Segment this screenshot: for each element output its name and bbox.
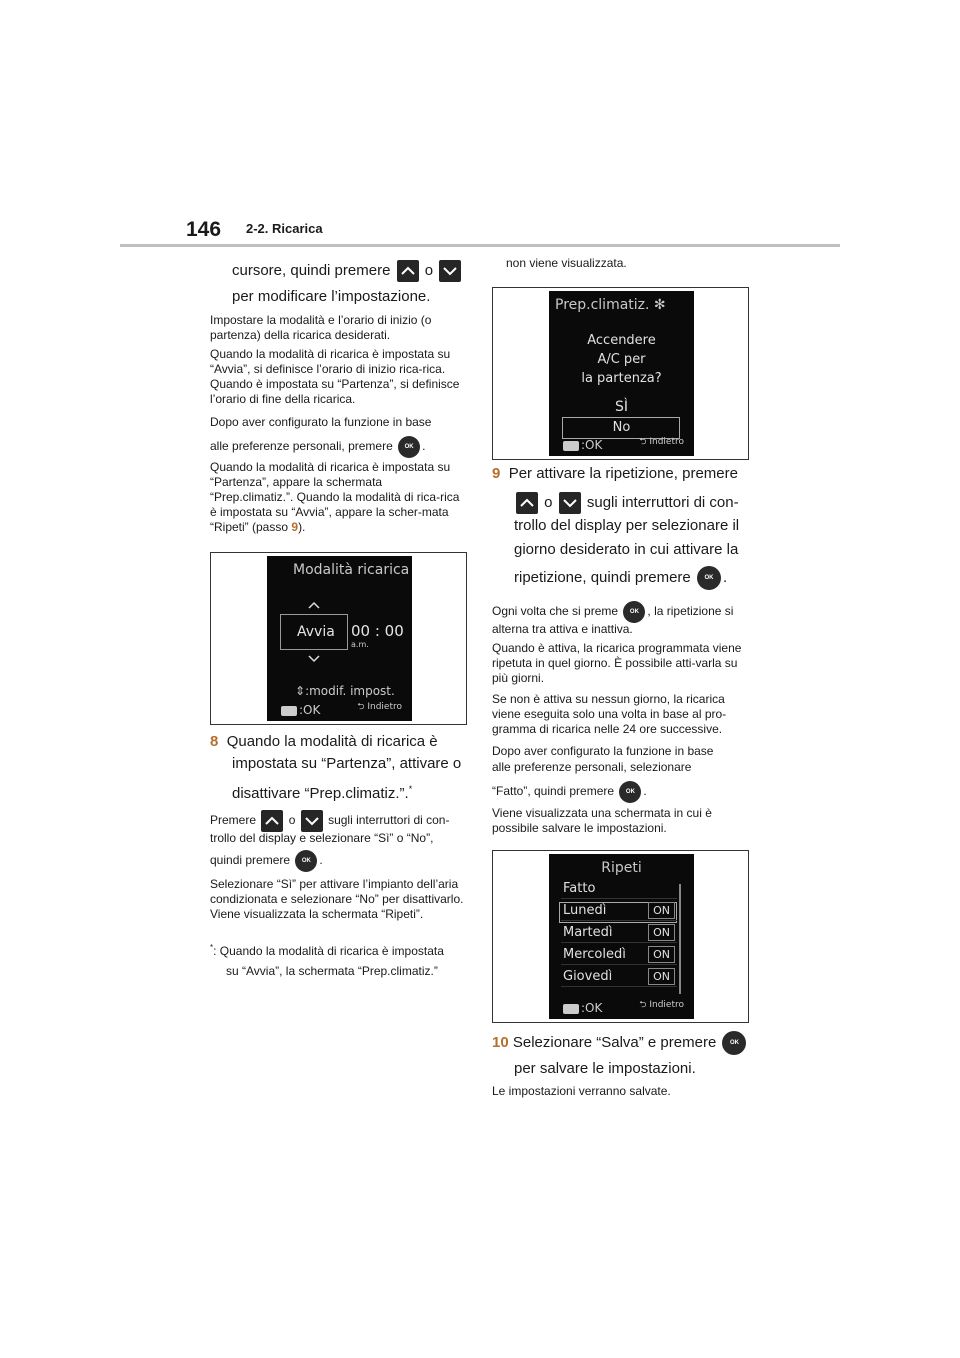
list-item[interactable] bbox=[561, 966, 677, 987]
step-9-line-4: giorno desiderato in cui attivare la bbox=[514, 541, 739, 558]
back-hint: ⮌ Indietro bbox=[639, 1000, 684, 1010]
back-hint: ⮌ Indietro bbox=[639, 437, 684, 447]
paragraph-q1-line-2: alterna tra attiva e inattiva. bbox=[492, 622, 633, 636]
ok-button-icon: OK bbox=[619, 781, 641, 803]
list-item[interactable] bbox=[561, 922, 677, 943]
paragraph-1: Impostare la modalità e l’orario di inizio (o partenza) della ricarica desiderati. bbox=[210, 313, 432, 342]
paragraph-4: Quando la modalità di ricarica è impostata su “Partenza”, appare la schermata “Prep.climatiz.”. Quando la modalità di rica-rica è impostata su “Avvia”, appare la scher-mata “Ripeti” (passo 9). bbox=[210, 460, 460, 534]
ok-hint: :OK bbox=[281, 703, 320, 717]
back-hint: ⮌ Indietro bbox=[357, 702, 402, 712]
chevron-up-icon bbox=[261, 810, 283, 832]
screen-figure-modalita bbox=[210, 552, 467, 725]
paragraph-5-line-3: quindi premere OK . bbox=[210, 850, 323, 872]
status-badge[interactable]: ON bbox=[648, 946, 675, 963]
chevron-up-icon bbox=[307, 600, 321, 610]
step-8-line-3: disattivare “Prep.climatiz.”.* bbox=[232, 784, 413, 802]
paragraph-q3: Se non è attiva su nessun giorno, la ricarica viene eseguita solo una volta in base al pro-gramma di ricarica nelle 24 ore successive. bbox=[492, 692, 727, 736]
ok-key-icon bbox=[563, 1004, 579, 1014]
display-screen bbox=[549, 854, 694, 1019]
day-label: Mercoledì bbox=[563, 947, 626, 962]
time-value: 00 : 00 bbox=[351, 622, 404, 640]
paragraph-q5: Viene visualizzata una schermata in cui è possibile salvare le impostazioni. bbox=[492, 806, 712, 835]
screen-title: Modalità ricarica bbox=[293, 562, 410, 578]
hint-text: ⇕:modif. impost. bbox=[295, 684, 395, 698]
paragraph-2: Quando la modalità di ricarica è impostata su “Avvia”, si definisce l’orario di inizio rica-rica. Quando è impostata su “Partenza”, si definisce l’orario di fine della ricarica. bbox=[210, 347, 460, 406]
paragraph-3a: Dopo aver configurato la funzione in base bbox=[210, 415, 432, 429]
status-badge[interactable]: ON bbox=[648, 902, 675, 919]
list-item[interactable] bbox=[561, 900, 677, 921]
ok-button-icon: OK bbox=[398, 436, 420, 458]
mode-value: Avvia bbox=[297, 624, 335, 640]
continuation-text: non viene visualizzata. bbox=[506, 256, 627, 270]
chevron-down-icon bbox=[559, 492, 581, 514]
intro-line-2: per modificare l’impostazione. bbox=[232, 288, 431, 305]
status-badge[interactable]: ON bbox=[648, 968, 675, 985]
paragraph-q4a: Dopo aver configurato la funzione in base bbox=[492, 744, 714, 758]
ok-button-icon: OK bbox=[722, 1031, 746, 1055]
list-item[interactable] bbox=[561, 944, 677, 965]
list-item[interactable] bbox=[561, 878, 677, 899]
page-number: 146 bbox=[186, 218, 222, 241]
ok-button-icon: OK bbox=[697, 566, 721, 590]
paragraph-5: Premere o sugli interruttori di con- bbox=[210, 810, 468, 832]
paragraph-5-line-2: trollo del display e selezionare “Sì” o “No”, bbox=[210, 831, 434, 845]
footnote-line-2: su “Avvia”, la schermata “Prep.climatiz.” bbox=[226, 964, 438, 978]
scrollbar[interactable] bbox=[679, 884, 681, 994]
ok-hint: :OK bbox=[563, 1001, 602, 1015]
closing-text: Le impostazioni verranno salvate. bbox=[492, 1084, 671, 1098]
step-9-line-3: trollo del display per selezionare il bbox=[514, 517, 740, 534]
step-9-line-2: o sugli interruttori di con- bbox=[514, 490, 764, 516]
step-10: 10 Selezionare “Salva” e premere OK bbox=[492, 1030, 762, 1056]
step-10-line-2: per salvare le impostazioni. bbox=[514, 1060, 696, 1077]
paragraph-q2: Quando è attiva, la ricarica programmata viene ripetuta in quel giorno. È possibile atti-varla su più giorni. bbox=[492, 641, 742, 685]
display-screen bbox=[267, 556, 412, 721]
paragraph-3b: alle preferenze personali, premere OK . bbox=[210, 436, 465, 458]
step-8-line-2: impostata su “Partenza”, attivare o bbox=[232, 755, 462, 772]
paragraph-6: Selezionare “Sì” per attivare l’impianto dell’aria condizionata e selezionare “No” per disattivarlo. Viene visualizzata la schermata “Ripeti”. bbox=[210, 877, 464, 921]
chevron-up-icon bbox=[516, 492, 538, 514]
header-rule bbox=[120, 244, 840, 247]
footnote-line-1: *: Quando la modalità di ricarica è impostata bbox=[210, 943, 444, 958]
option-no: No bbox=[612, 420, 631, 435]
intro-line-1: cursore, quindi premere o bbox=[232, 258, 472, 284]
ok-button-icon: OK bbox=[295, 850, 317, 872]
ampm-value: a.m. bbox=[351, 640, 369, 649]
day-label: Fatto bbox=[563, 881, 596, 896]
paragraph-q4b: alle preferenze personali, selezionare bbox=[492, 760, 692, 774]
ok-key-icon bbox=[563, 441, 579, 451]
day-label: Martedì bbox=[563, 925, 613, 940]
display-screen bbox=[549, 291, 694, 456]
screen-title: Prep.climatiz. ✻ bbox=[555, 297, 666, 313]
chevron-up-icon bbox=[397, 260, 419, 282]
day-label: Giovedì bbox=[563, 969, 613, 984]
paragraph-q1: Ogni volta che si preme OK , la ripetizione si bbox=[492, 601, 750, 623]
ok-button-icon: OK bbox=[623, 601, 645, 623]
chevron-down-icon bbox=[307, 654, 321, 664]
screen-figure-ripeti bbox=[492, 850, 749, 1023]
question-text: Accendere A/C per la partenza? bbox=[581, 333, 662, 386]
ok-key-icon bbox=[281, 706, 297, 716]
screen-title: Ripeti bbox=[601, 860, 642, 876]
status-badge[interactable]: ON bbox=[648, 924, 675, 941]
option-yes: SÌ bbox=[614, 399, 628, 415]
step-9: 9 Per attivare la ripetizione, premere bbox=[492, 465, 738, 482]
paragraph-q4c: “Fatto”, quindi premere OK . bbox=[492, 781, 750, 803]
day-label: Lunedì bbox=[563, 903, 607, 918]
fan-icon: ✻ bbox=[653, 297, 666, 313]
screen-figure-prep-climatiz bbox=[492, 287, 749, 460]
ok-hint: :OK bbox=[563, 438, 602, 452]
step-9-line-5: ripetizione, quindi premere OK . bbox=[514, 565, 727, 591]
chevron-down-icon bbox=[439, 260, 461, 282]
step-8: 8 Quando la modalità di ricarica è bbox=[210, 733, 438, 750]
section-title: 2-2. Ricarica bbox=[246, 221, 323, 236]
chevron-down-icon bbox=[301, 810, 323, 832]
